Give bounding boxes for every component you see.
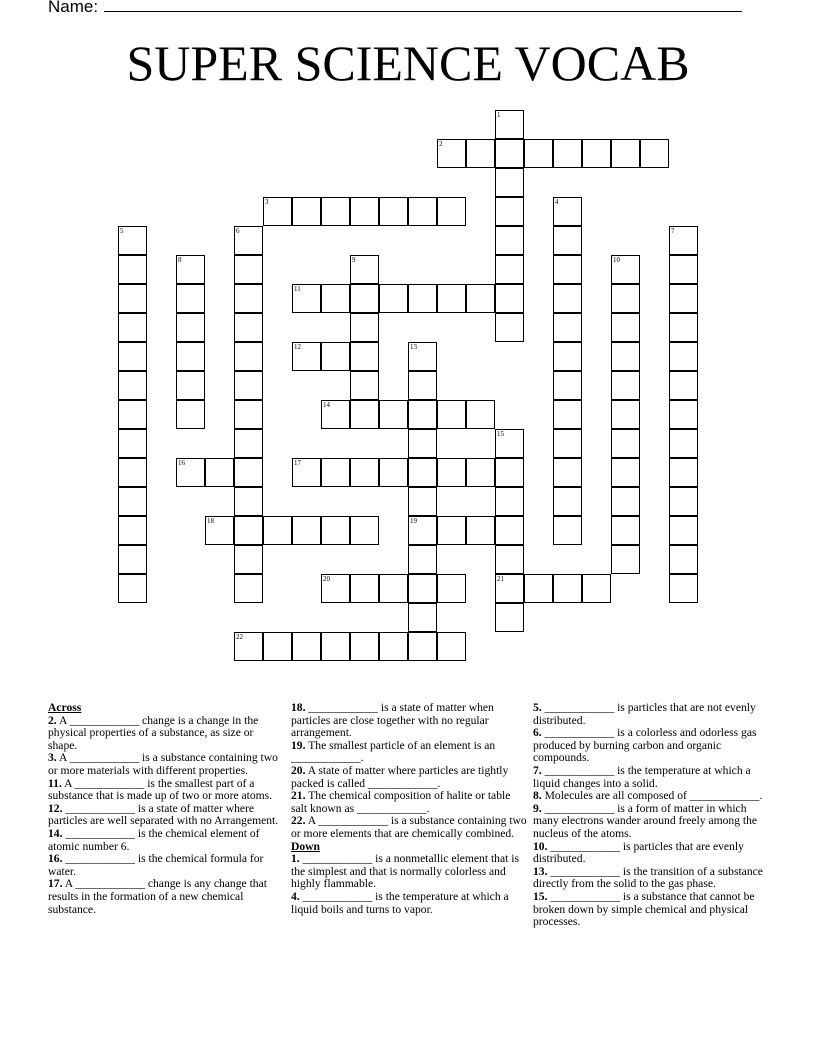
clue-column-1 bbox=[48, 702, 284, 916]
grid-cell[interactable] bbox=[379, 284, 408, 313]
grid-cell[interactable] bbox=[408, 284, 437, 313]
grid-cell[interactable] bbox=[553, 516, 582, 545]
grid-cell[interactable] bbox=[176, 255, 205, 284]
clue-number-label: 21 bbox=[497, 575, 504, 583]
grid-cell[interactable] bbox=[553, 429, 582, 458]
clue-text: A ____________ change is a change in the physical properties of a substance, as size or shape. bbox=[48, 713, 259, 752]
grid-cell[interactable] bbox=[321, 574, 350, 603]
grid-cell[interactable] bbox=[582, 574, 611, 603]
clue-number: 15. bbox=[533, 889, 548, 903]
grid-cell[interactable] bbox=[611, 313, 640, 342]
clue bbox=[291, 765, 527, 790]
grid-cell[interactable] bbox=[234, 545, 263, 574]
grid-cell[interactable] bbox=[466, 400, 495, 429]
clue-number-label: 11 bbox=[294, 285, 301, 293]
clue-number: 20. bbox=[291, 763, 306, 777]
grid-cell[interactable] bbox=[321, 458, 350, 487]
grid-cell[interactable] bbox=[292, 458, 321, 487]
clue-number-label: 19 bbox=[410, 517, 417, 525]
grid-cell[interactable] bbox=[350, 342, 379, 371]
grid-cell[interactable] bbox=[234, 429, 263, 458]
clue-number-label: 5 bbox=[120, 227, 124, 235]
clue bbox=[533, 841, 769, 866]
clue bbox=[533, 866, 769, 891]
clue bbox=[48, 778, 284, 803]
grid-cell[interactable] bbox=[263, 197, 292, 226]
clue-number-label: 22 bbox=[236, 633, 243, 641]
clue-number-label: 18 bbox=[207, 517, 214, 525]
clue-number: 10. bbox=[533, 839, 548, 853]
grid-cell[interactable] bbox=[553, 313, 582, 342]
grid-cell[interactable] bbox=[292, 632, 321, 661]
grid-cell[interactable] bbox=[176, 342, 205, 371]
grid-cell[interactable] bbox=[408, 400, 437, 429]
grid-cell[interactable] bbox=[234, 400, 263, 429]
grid-cell[interactable] bbox=[611, 255, 640, 284]
grid-cell[interactable] bbox=[611, 139, 640, 168]
grid-cell[interactable] bbox=[495, 545, 524, 574]
grid-cell[interactable] bbox=[176, 371, 205, 400]
grid-cell[interactable] bbox=[553, 342, 582, 371]
clue-number: 19. bbox=[291, 738, 306, 752]
grid-cell[interactable] bbox=[350, 313, 379, 342]
grid-cell[interactable] bbox=[350, 574, 379, 603]
grid-cell[interactable] bbox=[408, 197, 437, 226]
clue-number: 3. bbox=[48, 751, 57, 765]
grid-cell[interactable] bbox=[263, 632, 292, 661]
grid-cell[interactable] bbox=[466, 516, 495, 545]
grid-cell[interactable] bbox=[437, 139, 466, 168]
grid-cell[interactable] bbox=[118, 458, 147, 487]
clue-text: The smallest particle of an element is an ____________. bbox=[291, 738, 496, 765]
grid-cell[interactable] bbox=[292, 516, 321, 545]
clue bbox=[291, 891, 527, 916]
grid-cell[interactable] bbox=[176, 284, 205, 313]
grid-cell[interactable] bbox=[669, 429, 698, 458]
clue-text: ____________ is the chemical element of atomic number 6. bbox=[48, 826, 260, 853]
grid-cell[interactable] bbox=[118, 284, 147, 313]
clue bbox=[533, 765, 769, 790]
clue-number: 13. bbox=[533, 864, 548, 878]
grid-cell[interactable] bbox=[321, 284, 350, 313]
grid-cell[interactable] bbox=[611, 371, 640, 400]
clue bbox=[48, 878, 284, 916]
grid-cell[interactable] bbox=[669, 487, 698, 516]
grid-cell[interactable] bbox=[234, 371, 263, 400]
section-heading: Across bbox=[48, 701, 82, 714]
grid-cell[interactable] bbox=[408, 458, 437, 487]
grid-cell[interactable] bbox=[611, 342, 640, 371]
clue bbox=[48, 853, 284, 878]
clue bbox=[533, 702, 769, 727]
grid-cell[interactable] bbox=[524, 139, 553, 168]
clue-number-label: 15 bbox=[497, 430, 504, 438]
grid-cell[interactable] bbox=[495, 313, 524, 342]
clue-text: ____________ is particles that are evenly distributed. bbox=[533, 839, 744, 866]
grid-cell[interactable] bbox=[379, 400, 408, 429]
clue-number-label: 20 bbox=[323, 575, 330, 583]
clue-text: ____________ is a state of matter when particles are close together with no regular arrangement. bbox=[291, 701, 494, 740]
clue-number-label: 7 bbox=[671, 227, 675, 235]
clue-text: A ____________ is the smallest part of a substance that is made up of two or more atoms. bbox=[48, 776, 273, 803]
grid-cell[interactable] bbox=[234, 516, 263, 545]
grid-cell[interactable] bbox=[495, 603, 524, 632]
clue bbox=[533, 803, 769, 841]
grid-cell[interactable] bbox=[408, 429, 437, 458]
clue bbox=[291, 853, 527, 891]
clue-number: 6. bbox=[533, 726, 542, 740]
grid-cell[interactable] bbox=[118, 545, 147, 574]
grid-cell[interactable] bbox=[118, 400, 147, 429]
grid-cell[interactable] bbox=[263, 516, 292, 545]
grid-cell[interactable] bbox=[553, 574, 582, 603]
clue bbox=[533, 727, 769, 765]
grid-cell[interactable] bbox=[234, 313, 263, 342]
grid-cell[interactable] bbox=[350, 284, 379, 313]
grid-cell[interactable] bbox=[524, 574, 553, 603]
grid-cell[interactable] bbox=[234, 574, 263, 603]
grid-cell[interactable] bbox=[408, 342, 437, 371]
clue-number: 2. bbox=[48, 713, 57, 727]
grid-cell[interactable] bbox=[669, 574, 698, 603]
clue-text: ____________ is the temperature at which a liquid changes into a solid. bbox=[533, 763, 751, 790]
grid-cell[interactable] bbox=[408, 574, 437, 603]
grid-cell[interactable] bbox=[669, 342, 698, 371]
grid-cell[interactable] bbox=[669, 313, 698, 342]
clue bbox=[291, 702, 527, 740]
grid-cell[interactable] bbox=[669, 371, 698, 400]
grid-cell[interactable] bbox=[350, 458, 379, 487]
clue bbox=[533, 891, 769, 929]
clue-number: 14. bbox=[48, 826, 63, 840]
clue-column-3 bbox=[533, 702, 769, 929]
grid-cell[interactable] bbox=[437, 458, 466, 487]
grid-cell[interactable] bbox=[437, 574, 466, 603]
clue-text: A state of matter where particles are tightly packed is called ____________. bbox=[291, 763, 509, 790]
grid-cell[interactable] bbox=[292, 342, 321, 371]
grid-cell[interactable] bbox=[408, 603, 437, 632]
clue-number: 17. bbox=[48, 877, 63, 891]
grid-cell[interactable] bbox=[553, 371, 582, 400]
grid-cell[interactable] bbox=[321, 400, 350, 429]
clue-text: ____________ is a form of matter in which many electrons wander around freely among the nucleus of the atoms. bbox=[533, 801, 758, 840]
grid-cell[interactable] bbox=[350, 632, 379, 661]
grid-cell[interactable] bbox=[118, 342, 147, 371]
grid-cell[interactable] bbox=[553, 255, 582, 284]
clue-text: A ____________ change is any change that results in the formation of a new chemical substance. bbox=[48, 877, 267, 916]
grid-cell[interactable] bbox=[118, 313, 147, 342]
grid-cell[interactable] bbox=[640, 139, 669, 168]
clue-number-label: 2 bbox=[439, 140, 443, 148]
clue-text: Molecules are all composed of ____________. bbox=[541, 789, 763, 803]
grid-cell[interactable] bbox=[118, 487, 147, 516]
clue-number: 11. bbox=[48, 776, 62, 790]
grid-cell[interactable] bbox=[611, 516, 640, 545]
clue-number: 12. bbox=[48, 801, 63, 815]
clue-number: 18. bbox=[291, 701, 306, 714]
grid-cell[interactable] bbox=[292, 284, 321, 313]
clue-number: 9. bbox=[533, 801, 542, 815]
grid-cell[interactable] bbox=[582, 139, 611, 168]
clue-text: ____________ is the transition of a substance directly from the solid to the gas phase. bbox=[533, 864, 763, 891]
grid-cell[interactable] bbox=[466, 458, 495, 487]
grid-cell[interactable] bbox=[553, 400, 582, 429]
grid-cell[interactable] bbox=[350, 371, 379, 400]
grid-cell[interactable] bbox=[379, 197, 408, 226]
grid-cell[interactable] bbox=[379, 632, 408, 661]
grid-cell[interactable] bbox=[350, 400, 379, 429]
grid-cell[interactable] bbox=[118, 574, 147, 603]
grid-cell[interactable] bbox=[234, 487, 263, 516]
grid-cell[interactable] bbox=[437, 197, 466, 226]
grid-cell[interactable] bbox=[495, 139, 524, 168]
grid-cell[interactable] bbox=[234, 632, 263, 661]
clue-column-2 bbox=[291, 702, 527, 916]
clue-number-label: 12 bbox=[294, 343, 301, 351]
grid-cell[interactable] bbox=[669, 284, 698, 313]
grid-cell[interactable] bbox=[495, 197, 524, 226]
grid-cell[interactable] bbox=[321, 632, 350, 661]
clue-number-label: 9 bbox=[352, 256, 356, 264]
clue-number-label: 14 bbox=[323, 401, 330, 409]
grid-cell[interactable] bbox=[118, 429, 147, 458]
clue-number: 21. bbox=[291, 789, 306, 803]
grid-cell[interactable] bbox=[495, 255, 524, 284]
grid-cell[interactable] bbox=[553, 487, 582, 516]
grid-cell[interactable] bbox=[495, 574, 524, 603]
grid-cell[interactable] bbox=[437, 632, 466, 661]
grid-cell[interactable] bbox=[234, 255, 263, 284]
grid-cell[interactable] bbox=[611, 458, 640, 487]
grid-cell[interactable] bbox=[669, 458, 698, 487]
grid-cell[interactable] bbox=[176, 313, 205, 342]
grid-cell[interactable] bbox=[379, 458, 408, 487]
grid-cell[interactable] bbox=[292, 197, 321, 226]
grid-cell[interactable] bbox=[176, 458, 205, 487]
clue-number: 7. bbox=[533, 763, 542, 777]
grid-cell[interactable] bbox=[553, 458, 582, 487]
clue-number: 16. bbox=[48, 852, 63, 866]
clue-number-label: 3 bbox=[265, 198, 269, 206]
grid-cell[interactable] bbox=[234, 342, 263, 371]
grid-cell[interactable] bbox=[118, 516, 147, 545]
grid-cell[interactable] bbox=[611, 400, 640, 429]
grid-cell[interactable] bbox=[408, 516, 437, 545]
grid-cell[interactable] bbox=[321, 516, 350, 545]
clue bbox=[48, 803, 284, 828]
grid-cell[interactable] bbox=[437, 284, 466, 313]
clue bbox=[48, 715, 284, 753]
clue-number: 4. bbox=[291, 889, 300, 903]
grid-cell[interactable] bbox=[495, 168, 524, 197]
clue-number-label: 17 bbox=[294, 459, 301, 467]
grid-cell[interactable] bbox=[437, 516, 466, 545]
clue-number: 22. bbox=[291, 814, 306, 828]
clue-text: ____________ is a substance that cannot be broken down by simple chemical and physical processes. bbox=[533, 889, 755, 929]
clue-text: ____________ is particles that are not evenly distributed. bbox=[533, 701, 756, 727]
grid-cell[interactable] bbox=[350, 516, 379, 545]
grid-cell[interactable] bbox=[176, 400, 205, 429]
grid-cell[interactable] bbox=[437, 400, 466, 429]
grid-cell[interactable] bbox=[553, 197, 582, 226]
grid-cell[interactable] bbox=[321, 342, 350, 371]
grid-cell[interactable] bbox=[495, 458, 524, 487]
grid-cell[interactable] bbox=[553, 139, 582, 168]
grid-cell[interactable] bbox=[408, 487, 437, 516]
clue bbox=[291, 740, 527, 765]
grid-cell[interactable] bbox=[611, 545, 640, 574]
grid-cell[interactable] bbox=[118, 226, 147, 255]
grid-cell[interactable] bbox=[611, 284, 640, 313]
clue-text: The chemical composition of halite or table salt known as ____________. bbox=[291, 789, 511, 815]
grid-cell[interactable] bbox=[553, 284, 582, 313]
grid-cell[interactable] bbox=[234, 226, 263, 255]
clue-number-label: 10 bbox=[613, 256, 620, 264]
grid-cell[interactable] bbox=[669, 255, 698, 284]
grid-cell[interactable] bbox=[553, 226, 582, 255]
grid-cell[interactable] bbox=[466, 139, 495, 168]
grid-cell[interactable] bbox=[669, 545, 698, 574]
grid-cell[interactable] bbox=[350, 255, 379, 284]
clue-number-label: 1 bbox=[497, 111, 501, 119]
clue-text: ____________ is a nonmetallic element that is the simplest and that is normally colorless and highly flammable. bbox=[291, 852, 519, 891]
clue-number: 5. bbox=[533, 701, 542, 714]
grid-cell[interactable] bbox=[495, 226, 524, 255]
grid-cell[interactable] bbox=[495, 429, 524, 458]
grid-cell[interactable] bbox=[495, 516, 524, 545]
grid-cell[interactable] bbox=[611, 429, 640, 458]
grid-cell[interactable] bbox=[495, 284, 524, 313]
name-label: Name: bbox=[48, 0, 99, 16]
clue-number: 1. bbox=[291, 852, 300, 866]
grid-cell[interactable] bbox=[466, 284, 495, 313]
grid-cell[interactable] bbox=[408, 632, 437, 661]
grid-cell[interactable] bbox=[669, 226, 698, 255]
grid-cell[interactable] bbox=[495, 487, 524, 516]
grid-cell[interactable] bbox=[379, 574, 408, 603]
grid-cell[interactable] bbox=[234, 458, 263, 487]
grid-cell[interactable] bbox=[408, 545, 437, 574]
clue-number-label: 6 bbox=[236, 227, 240, 235]
clue bbox=[48, 752, 284, 777]
grid-cell[interactable] bbox=[611, 487, 640, 516]
clue-number: 8. bbox=[533, 789, 542, 803]
clue bbox=[291, 815, 527, 840]
grid-cell[interactable] bbox=[669, 516, 698, 545]
clue bbox=[291, 790, 527, 815]
page-title: SUPER SCIENCE VOCAB bbox=[126, 35, 690, 91]
grid-cell[interactable] bbox=[234, 284, 263, 313]
grid-cell[interactable] bbox=[118, 371, 147, 400]
clue-text: ____________ is the temperature at which a liquid boils and turns to vapor. bbox=[291, 889, 509, 916]
grid-cell[interactable] bbox=[321, 197, 350, 226]
clue-number-label: 13 bbox=[410, 343, 417, 351]
grid-cell[interactable] bbox=[205, 458, 234, 487]
section-heading: Down bbox=[291, 839, 320, 853]
grid-cell[interactable] bbox=[205, 516, 234, 545]
clue-text: ____________ is the chemical formula for water. bbox=[48, 852, 264, 878]
grid-cell[interactable] bbox=[495, 110, 524, 139]
grid-cell[interactable] bbox=[118, 255, 147, 284]
clue-number-label: 16 bbox=[178, 459, 185, 467]
clue-text: A ____________ is a substance containing two or more elements that are chemically combined. bbox=[291, 814, 527, 840]
clue-text: ____________ is a state of matter where particles are well separated with no Arrangement. bbox=[48, 801, 279, 828]
clue-number-label: 8 bbox=[178, 256, 182, 264]
grid-cell[interactable] bbox=[350, 197, 379, 226]
clue-text: ____________ is a colorless and odorless gas produced by burning carbon and organic compounds. bbox=[533, 726, 757, 765]
clue bbox=[48, 828, 284, 853]
clue-number-label: 4 bbox=[555, 198, 559, 206]
grid-cell[interactable] bbox=[669, 400, 698, 429]
clue-text: A ____________ is a substance containing two or more materials with different properties. bbox=[48, 751, 278, 777]
grid-cell[interactable] bbox=[408, 371, 437, 400]
